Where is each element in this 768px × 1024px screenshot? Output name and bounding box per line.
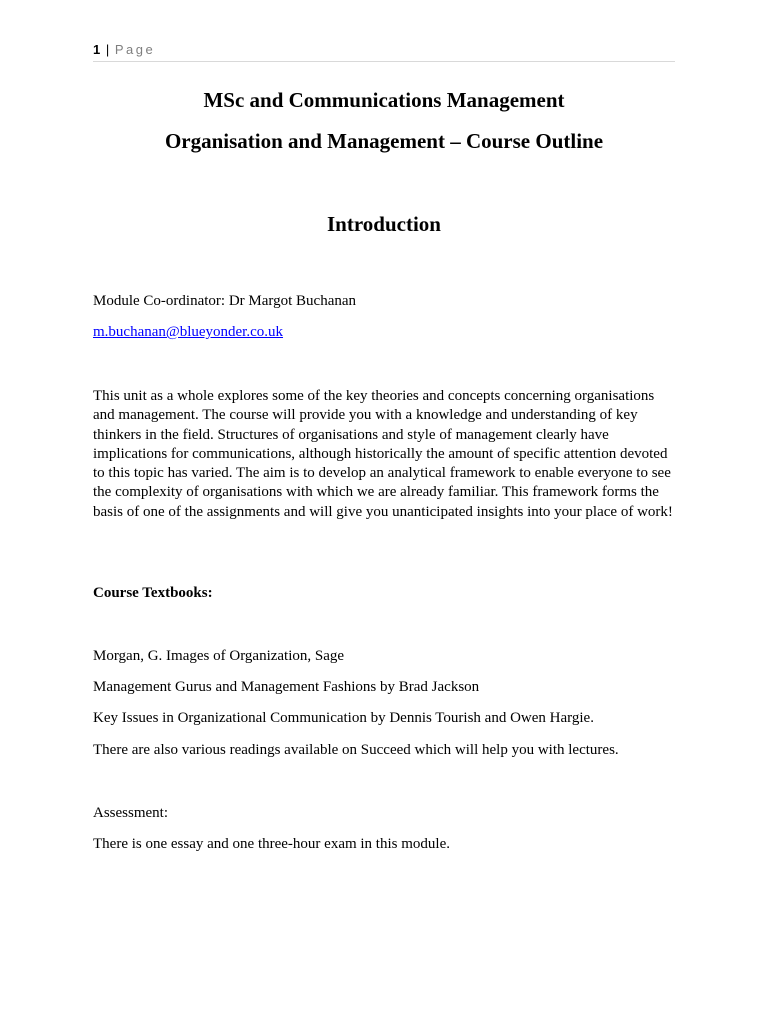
textbook-item: Management Gurus and Management Fashions by Brad Jackson [93, 679, 480, 695]
intro-paragraph: This unit as a whole explores some of the key theories and concepts concerning organisations and management. The course will provide you with a knowledge and understanding of key thinkers in the field. Structures of organisations and style of management clearly have implications for communications, although historically the amount of specific attention devoted to this topic has varied. The aim is to develop an analytical framework to enable everyone to see the complexity of organisations with which we are already familiar. This framework forms the basis of one of the assignments and will give you unanticipated insights into your place of work! [93, 388, 673, 520]
section-heading-introduction: Introduction [327, 212, 441, 236]
assessment-heading: Assessment: [93, 805, 168, 821]
page-header [93, 42, 675, 62]
assessment-text: There is one essay and one three-hour exam in this module. [93, 836, 450, 852]
email-line [93, 323, 675, 342]
textbook-item: Key Issues in Organizational Communication by Dennis Tourish and Owen Hargie. [93, 710, 594, 726]
textbooks-heading: Course Textbooks: [93, 585, 213, 601]
readings-note: There are also various readings available on Succeed which will help you with lectures. [93, 742, 619, 758]
page-label: Page [114, 42, 156, 57]
page-number: 1 [93, 42, 101, 57]
document-title: MSc and Communications Management [203, 88, 565, 112]
module-coordinator: Module Co-ordinator: Dr Margot Buchanan [93, 293, 357, 309]
header-separator: | [105, 42, 110, 57]
textbook-item: Morgan, G. Images of Organization, Sage [93, 648, 345, 664]
document-subtitle: Organisation and Management – Course Outline [164, 129, 604, 153]
coordinator-email-link[interactable]: m.buchanan@blueyonder.co.uk [93, 324, 284, 340]
